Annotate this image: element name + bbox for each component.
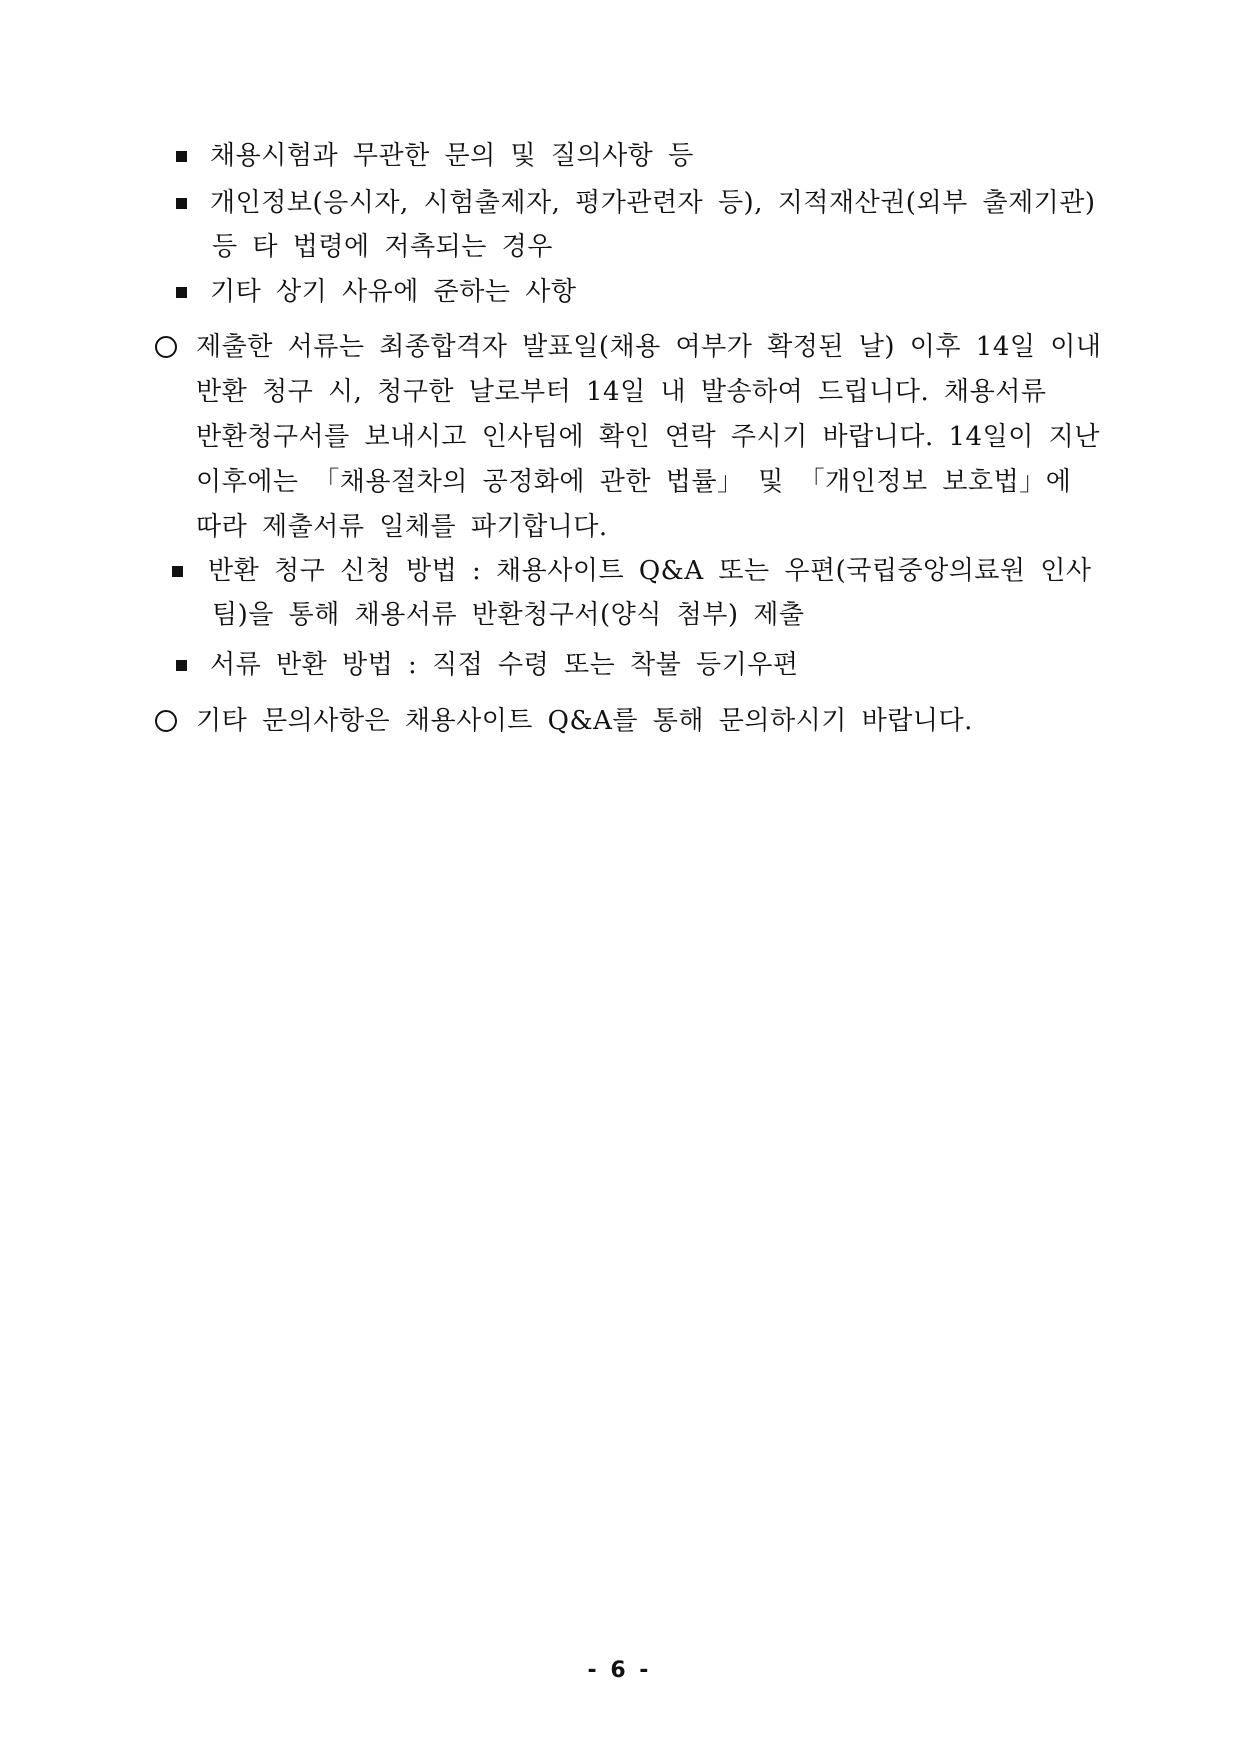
bullet-text: 개인정보(응시자, 시험출제자, 평가관련자 등), 지적재산권(외부 출제기관) — [210, 188, 1096, 218]
square-bullet-icon — [176, 660, 187, 671]
paragraph-text: 따라 제출서류 일체를 파기합니다. — [196, 512, 608, 542]
bullet-text: 채용시험과 무관한 문의 및 질의사항 등 — [210, 141, 694, 171]
circle-bullet-icon — [155, 710, 177, 732]
square-bullet-icon — [176, 287, 187, 298]
circle-bullet-icon — [155, 336, 177, 358]
bullet-text-continued: 등 타 법령에 저촉되는 경우 — [212, 232, 553, 262]
square-bullet-icon — [176, 198, 187, 209]
paragraph-text: 반환청구서를 보내시고 인사팀에 확인 연락 주시기 바랍니다. 14일이 지난 — [196, 422, 1100, 452]
page-number: - 6 - — [587, 1658, 652, 1683]
bullet-text: 반환 청구 신청 방법 : 채용사이트 Q&A 또는 우편(국립중앙의료원 인사 — [208, 556, 1092, 586]
paragraph-text: 기타 문의사항은 채용사이트 Q&A를 통해 문의하시기 바랍니다. — [196, 706, 973, 736]
bullet-text: 기타 상기 사유에 준하는 사항 — [210, 277, 577, 307]
paragraph-text: 이후에는 「채용절차의 공정화에 관한 법률」 및 「개인정보 보호법」에 — [196, 467, 1072, 497]
square-bullet-icon — [172, 566, 183, 577]
paragraph-text: 반환 청구 시, 청구한 날로부터 14일 내 발송하여 드립니다. 채용서류 — [196, 377, 1047, 407]
bullet-text: 서류 반환 방법 : 직접 수령 또는 착불 등기우편 — [210, 650, 799, 680]
bullet-text-continued: 팀)을 통해 채용서류 반환청구서(양식 첨부) 제출 — [212, 600, 805, 630]
paragraph-text: 제출한 서류는 최종합격자 발표일(채용 여부가 확정된 날) 이후 14일 이내 — [196, 332, 1102, 362]
square-bullet-icon — [176, 151, 187, 162]
